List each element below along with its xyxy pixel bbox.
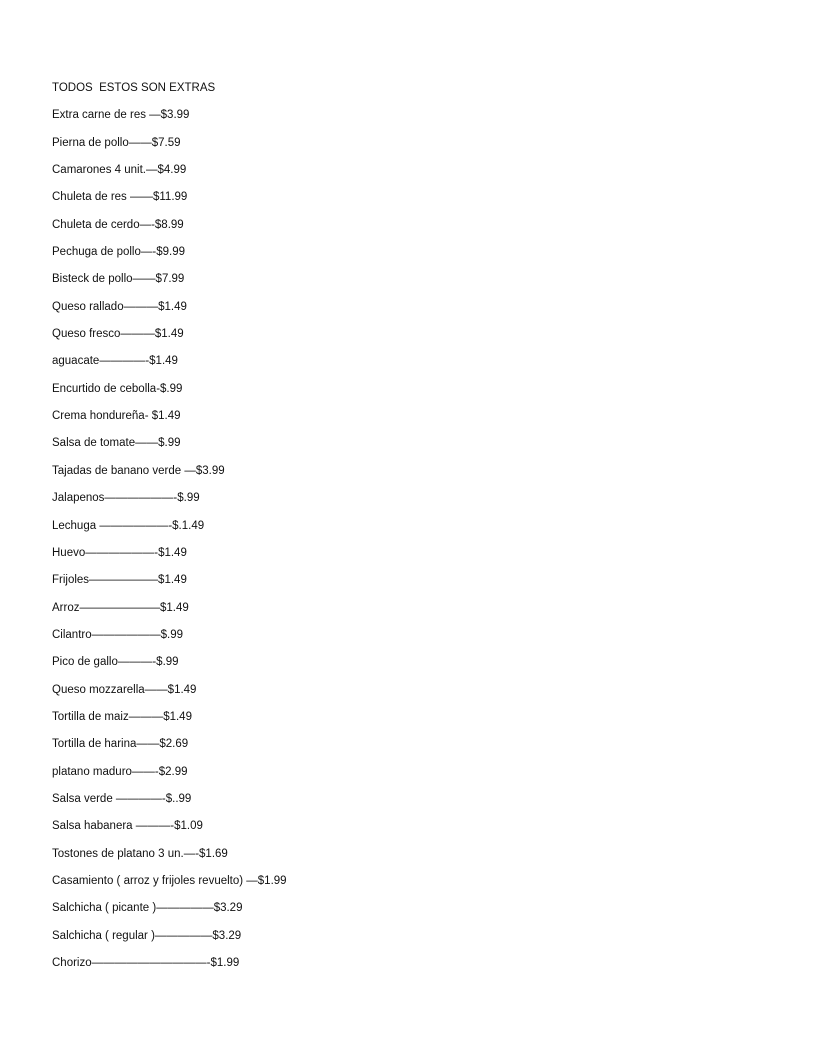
list-item: aguacate————-$1.49 [52, 355, 178, 368]
list-item: Cilantro——————$.99 [52, 628, 184, 641]
list-item: Encurtido de cebolla-$.99 [52, 382, 183, 395]
list-item: Lechuga ——————-$.1.49 [52, 519, 205, 532]
list-item: Tostones de platano 3 un.—-$1.69 [52, 847, 228, 860]
list-item: Chorizo——————————-$1.99 [52, 957, 240, 969]
list-item: Queso mozzarella——$1.49 [52, 683, 197, 696]
list-item: Pechuga de pollo—-$9.99 [52, 246, 185, 259]
list-item: Queso fresco———$1.49 [52, 328, 184, 341]
list-item: Tajadas de banano verde —$3.99 [52, 464, 225, 477]
document-page [52, 79, 752, 981]
list-item: Pico de gallo———-$.99 [52, 656, 179, 669]
list-item: Salsa habanera ———-$1.09 [52, 820, 203, 833]
list-item: platano maduro——-$2.99 [52, 765, 188, 778]
list-item: Chuleta de res ——$11.99 [52, 191, 188, 204]
list-item: Queso rallado———$1.49 [52, 300, 187, 313]
list-item: Casamiento ( arroz y frijoles revuelto) —$1.99 [52, 874, 287, 887]
list-item: Tortilla de harina——$2.69 [52, 738, 189, 751]
list-item: Bisteck de pollo——$7.99 [52, 273, 185, 286]
list-item: Pierna de pollo——$7.59 [52, 136, 181, 149]
list-item: Extra carne de res —$3.99 [52, 109, 190, 122]
extras-list [52, 106, 752, 981]
list-item: Arroz———————$1.49 [52, 601, 189, 614]
list-item: Salchicha ( regular )—————$3.29 [52, 929, 242, 942]
list-item: Chuleta de cerdo—-$8.99 [52, 218, 184, 231]
list-item: Huevo——————-$1.49 [52, 546, 187, 559]
list-item: Salsa verde ————-$..99 [52, 792, 192, 805]
page-title: TODOS ESTOS SON EXTRAS [52, 82, 216, 94]
list-item: Camarones 4 unit.—$4.99 [52, 164, 187, 177]
list-item: Frijoles——————$1.49 [52, 574, 187, 587]
list-item: Salsa de tomate——$.99 [52, 437, 181, 450]
list-item: Jalapenos——————-$.99 [52, 492, 200, 505]
list-item: Salchicha ( picante )—————$3.29 [52, 902, 243, 915]
list-item: Crema hondureña- $1.49 [52, 410, 181, 423]
list-item: Tortilla de maiz———$1.49 [52, 710, 192, 723]
